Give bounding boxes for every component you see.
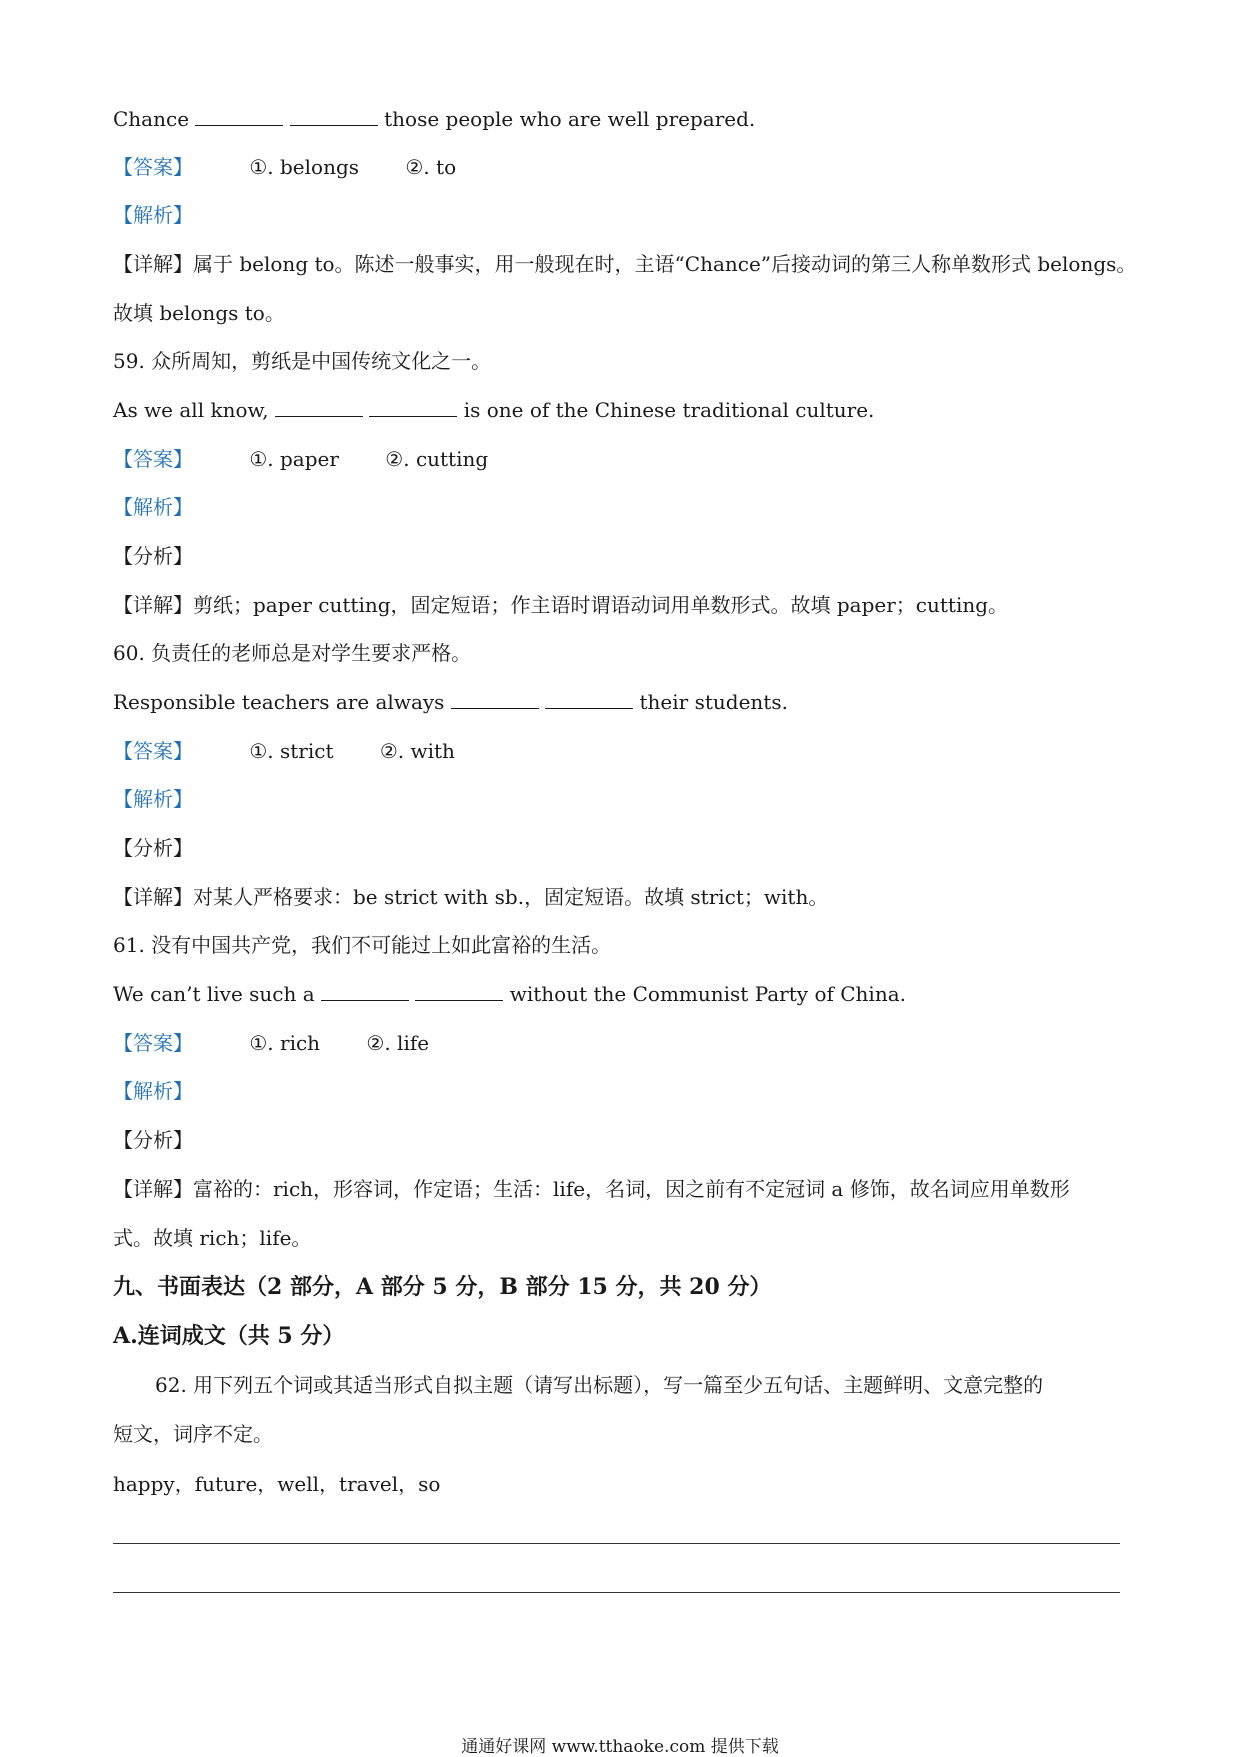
detail-tag: 【详解】	[113, 885, 193, 909]
answer-option-1: ①. belongs	[249, 155, 360, 179]
q58-conclusion: 故填 belongs to。	[113, 301, 285, 325]
q59-sentence-end: is one of the Chinese traditional culture.	[463, 398, 875, 422]
q59-detail	[113, 592, 1008, 618]
q61-question: 61. 没有中国共产党，我们不可能过上如此富裕的生活。	[113, 933, 612, 957]
q58-sentence-start: Chance	[113, 107, 190, 131]
answer-line-1	[113, 1543, 1120, 1544]
answer-option-1: ①. strict	[249, 739, 334, 763]
q60-fenxi-tag: 【分析】	[113, 836, 193, 860]
answer-tag: 【答案】	[113, 739, 193, 763]
answer-tag: 【答案】	[113, 1031, 193, 1055]
section-heading: 九、书面表达（2 部分，A 部分 5 分，B 部分 15 分，共 20 分）	[113, 1274, 772, 1300]
q58-detail	[113, 251, 1136, 277]
q59-fenxi-tag: 【分析】	[113, 544, 193, 568]
detail-text: 剪纸；paper cutting，固定短语；作主语时谓语动词用单数形式。故填 paper；cutting。	[193, 593, 1009, 617]
q60-answer	[113, 738, 455, 764]
detail-tag: 【详解】	[113, 1177, 193, 1201]
blank-2	[545, 692, 633, 709]
answer-option-1: ①. rich	[249, 1031, 321, 1055]
q59-question: 59. 众所周知，剪纸是中国传统文化之一。	[113, 349, 492, 373]
q58-sentence	[113, 106, 755, 132]
q61-sentence-start: We can’t live such a	[113, 982, 315, 1006]
q59-sentence	[113, 397, 874, 423]
q60-jiexi-tag: 【解析】	[113, 787, 193, 811]
detail-tag: 【详解】	[113, 593, 193, 617]
answer-option-2: ②. cutting	[385, 447, 489, 471]
q61-sentence-end: without the Communist Party of China.	[509, 982, 906, 1006]
q62-line1: 62. 用下列五个词或其适当形式自拟主题（请写出标题），写一篇至少五句话、主题鲜明、文意完整的	[155, 1373, 1044, 1397]
q61-detail	[113, 1176, 1070, 1202]
blank-1	[275, 400, 363, 417]
q59-answer	[113, 446, 488, 472]
q59-jiexi-tag: 【解析】	[113, 495, 193, 519]
q60-sentence-end: their students.	[639, 690, 788, 714]
section-subheading: A.连词成文（共 5 分）	[113, 1323, 345, 1349]
q61-sentence	[113, 981, 906, 1007]
q62-words: happy，future，well，travel，so	[113, 1472, 441, 1496]
q61-answer	[113, 1030, 429, 1056]
blank-2	[369, 400, 457, 417]
blank-2	[415, 984, 503, 1001]
q60-detail	[113, 884, 828, 910]
q61-jiexi-tag: 【解析】	[113, 1079, 193, 1103]
q60-sentence-start: Responsible teachers are always	[113, 690, 445, 714]
q61-detail-cont: 式。故填 rich；life。	[113, 1226, 312, 1250]
q60-question: 60. 负责任的老师总是对学生要求严格。	[113, 641, 472, 665]
detail-tag: 【详解】	[113, 252, 193, 276]
answer-line-2	[113, 1592, 1120, 1593]
answer-tag: 【答案】	[113, 447, 193, 471]
q58-answer	[113, 154, 456, 180]
answer-option-2: ②. to	[405, 155, 457, 179]
blank-2	[290, 109, 378, 126]
answer-tag: 【答案】	[113, 155, 193, 179]
blank-1	[451, 692, 539, 709]
q59-sentence-start: As we all know,	[113, 398, 269, 422]
detail-text: 对某人严格要求：be strict with sb.，固定短语。故填 strict；with。	[193, 885, 829, 909]
q60-sentence	[113, 689, 788, 715]
page-footer: 通通好课网 www.tthaoke.com 提供下载	[461, 1737, 779, 1757]
blank-1	[195, 109, 283, 126]
q61-fenxi-tag: 【分析】	[113, 1128, 193, 1152]
answer-option-2: ②. with	[379, 739, 455, 763]
answer-option-1: ①. paper	[249, 447, 339, 471]
q58-sentence-end: those people who are well prepared.	[384, 107, 756, 131]
detail-text: 属于 belong to。陈述一般事实，用一般现在时，主语“Chance”后接动词的第三人称单数形式 belongs。	[193, 252, 1137, 276]
q62-line2: 短文，词序不定。	[113, 1422, 273, 1446]
q58-jiexi-tag: 【解析】	[113, 203, 193, 227]
answer-option-2: ②. life	[366, 1031, 430, 1055]
blank-1	[321, 984, 409, 1001]
detail-text: 富裕的：rich，形容词，作定语；生活：life，名词，因之前有不定冠词 a 修饰，故名词应用单数形	[193, 1177, 1070, 1201]
